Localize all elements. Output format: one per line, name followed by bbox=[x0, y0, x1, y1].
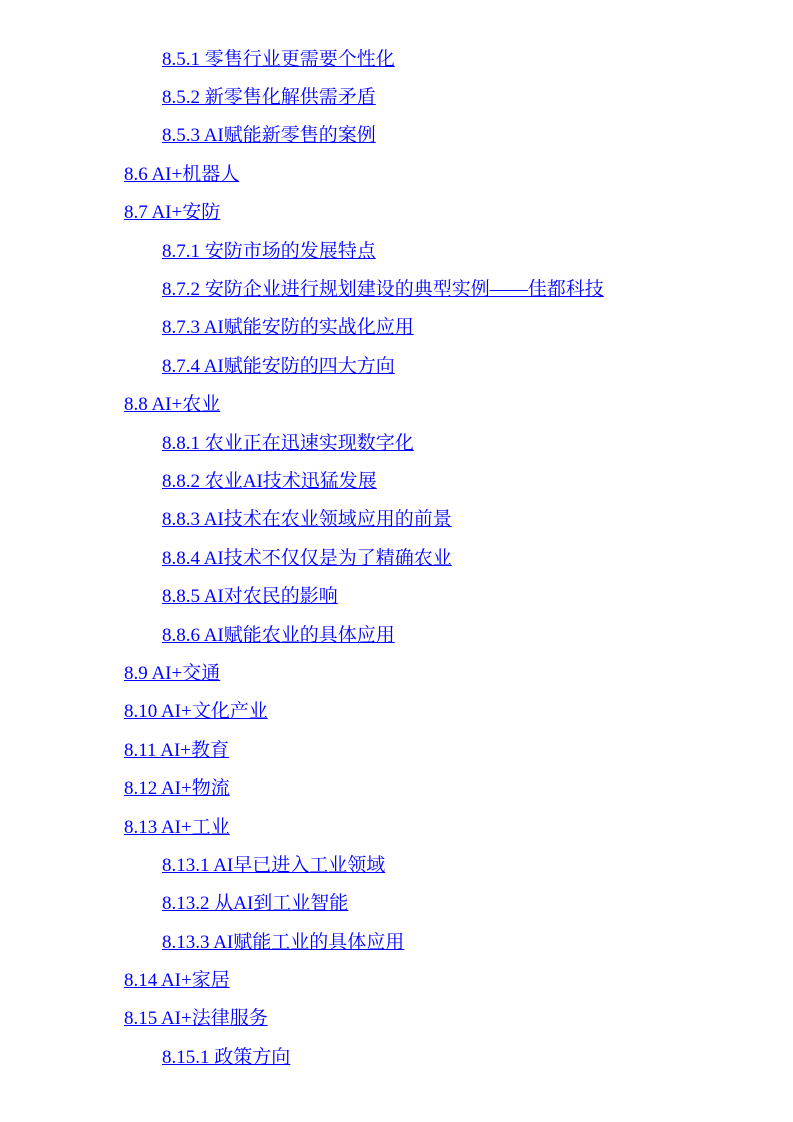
toc-entry bbox=[0, 539, 793, 577]
toc-entry bbox=[0, 923, 793, 961]
toc-entry bbox=[0, 232, 793, 270]
toc-link[interactable]: 8.7.4 AI赋能安防的四大方向 bbox=[162, 355, 395, 377]
toc-link[interactable]: 8.8.2 农业AI技术迅猛发展 bbox=[162, 470, 377, 492]
toc-entry bbox=[0, 846, 793, 884]
toc-link[interactable]: 8.13.2 从AI到工业智能 bbox=[162, 893, 349, 915]
toc-entry bbox=[0, 155, 793, 193]
toc-entry bbox=[0, 40, 793, 78]
toc-link[interactable]: 8.13 AI+工业 bbox=[124, 816, 230, 838]
toc-link[interactable]: 8.10 AI+文化产业 bbox=[124, 701, 268, 723]
toc-link[interactable]: 8.7.2 安防企业进行规划建设的典型实例——佳都科技 bbox=[162, 279, 604, 301]
toc-entry bbox=[0, 78, 793, 116]
toc-entry bbox=[0, 347, 793, 385]
toc-entry bbox=[0, 386, 793, 424]
toc-entry bbox=[0, 117, 793, 155]
toc-link[interactable]: 8.11 AI+教育 bbox=[124, 739, 230, 761]
toc-link[interactable]: 8.12 AI+物流 bbox=[124, 778, 230, 800]
toc-entry bbox=[0, 961, 793, 999]
toc-link[interactable]: 8.7 AI+安防 bbox=[124, 202, 221, 224]
toc-link[interactable]: 8.6 AI+机器人 bbox=[124, 163, 240, 185]
toc-link[interactable]: 8.7.3 AI赋能安防的实战化应用 bbox=[162, 317, 414, 339]
toc-link[interactable]: 8.5.3 AI赋能新零售的案例 bbox=[162, 125, 376, 147]
toc-entry bbox=[0, 654, 793, 692]
toc-entry bbox=[0, 424, 793, 462]
toc-link[interactable]: 8.15 AI+法律服务 bbox=[124, 1008, 268, 1030]
toc-entry bbox=[0, 808, 793, 846]
toc-link[interactable]: 8.8.3 AI技术在农业领域应用的前景 bbox=[162, 509, 452, 531]
toc-entry bbox=[0, 885, 793, 923]
toc-entry bbox=[0, 616, 793, 654]
toc-link[interactable]: 8.5.2 新零售化解供需矛盾 bbox=[162, 87, 376, 109]
table-of-contents bbox=[0, 40, 793, 1077]
toc-link[interactable]: 8.13.1 AI早已进入工业领域 bbox=[162, 854, 386, 876]
toc-link[interactable]: 8.5.1 零售行业更需要个性化 bbox=[162, 48, 395, 70]
toc-entry bbox=[0, 501, 793, 539]
toc-entry bbox=[0, 194, 793, 232]
toc-link[interactable]: 8.13.3 AI赋能工业的具体应用 bbox=[162, 931, 405, 953]
toc-entry bbox=[0, 731, 793, 769]
toc-link[interactable]: 8.8.5 AI对农民的影响 bbox=[162, 586, 338, 608]
toc-link[interactable]: 8.8 AI+农业 bbox=[124, 394, 221, 416]
toc-link[interactable]: 8.8.4 AI技术不仅仅是为了精确农业 bbox=[162, 547, 452, 569]
toc-link[interactable]: 8.9 AI+交通 bbox=[124, 662, 221, 684]
toc-link[interactable]: 8.8.6 AI赋能农业的具体应用 bbox=[162, 624, 395, 646]
toc-link[interactable]: 8.8.1 农业正在迅速实现数字化 bbox=[162, 432, 414, 454]
toc-entry bbox=[0, 1038, 793, 1076]
toc-link[interactable]: 8.7.1 安防市场的发展特点 bbox=[162, 240, 376, 262]
toc-link[interactable]: 8.14 AI+家居 bbox=[124, 970, 230, 992]
toc-entry bbox=[0, 462, 793, 500]
toc-link[interactable]: 8.15.1 政策方向 bbox=[162, 1046, 291, 1068]
toc-entry bbox=[0, 270, 793, 308]
toc-entry bbox=[0, 769, 793, 807]
toc-entry bbox=[0, 577, 793, 615]
toc-entry bbox=[0, 1000, 793, 1038]
toc-entry bbox=[0, 309, 793, 347]
toc-entry bbox=[0, 693, 793, 731]
